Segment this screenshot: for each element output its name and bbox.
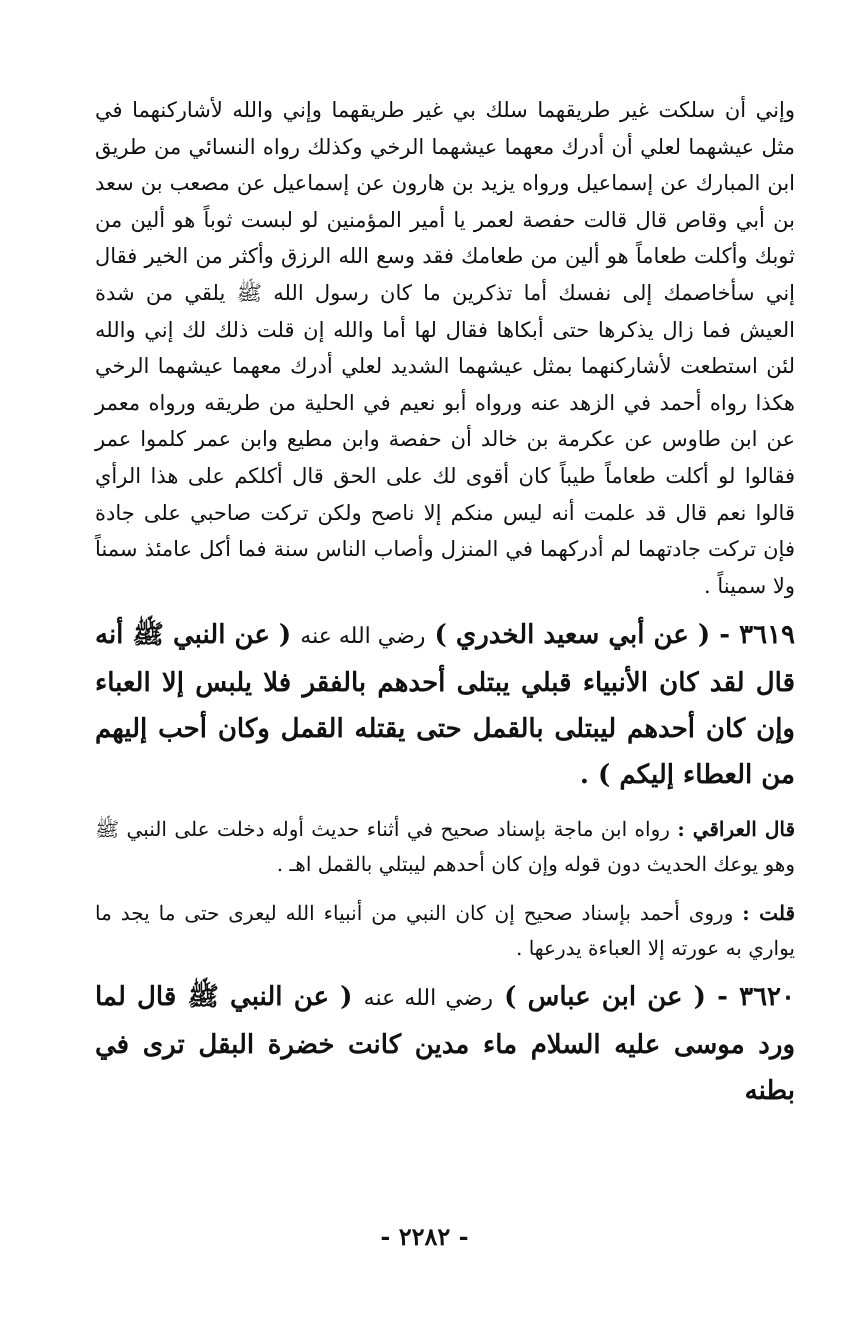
hadith-3620-narrator-note: رضي الله عنه <box>363 986 493 1012</box>
note-qultu <box>95 896 795 966</box>
page-number: - ٢٢٨٢ - <box>380 1222 469 1251</box>
intro-paragraph <box>95 92 795 604</box>
hadith-3620-body: ( عن النبي ﷺ قال لما ورد موسى عليه السلام ماء مدين كانت خضرة البقل ترى في بطنه <box>95 982 795 1107</box>
hadith-3619-body: ( عن النبي ﷺ أنه قال لقد كان الأنبياء قبلي يبتلى أحدهم بالفقر فلا يلبس إلا العباء وإن كان أحدهم ليبتلى بالقمل حتى يقتله القمل وكان أحب إليهم من العطاء إليكم ) . <box>95 620 795 791</box>
hadith-3620 <box>95 974 795 1114</box>
hadith-3619-narrator-note: رضي الله عنه <box>300 624 426 650</box>
note-iraqi <box>95 812 795 882</box>
hadith-3619 <box>95 612 795 798</box>
note-qultu-text: وروى أحمد بإسناد صحيح إن كان النبي من أنبياء الله ليعرى حتى ما يجد ما يواري به عورته إلا العباءة يدرعها . <box>95 901 795 961</box>
page-content <box>95 92 795 1114</box>
hadith-3619-head: ٣٦١٩ - ( عن أبي سعيد الخدري ) <box>434 620 795 651</box>
note-qultu-lead: قلت : <box>742 901 796 926</box>
hadith-3620-head: ٣٦٢٠ - ( عن ابن عباس ) <box>504 982 795 1013</box>
note-iraqi-text: رواه ابن ماجة بإسناد صحيح في أثناء حديث أوله دخلت على النبي ﷺ وهو يوعك الحديث دون قوله وإن كان أحدهم ليبتلي بالقمل اهـ . <box>95 817 795 877</box>
intro-text: وإني أن سلكت غير طريقهما سلك بي غير طريقهما وإني والله لأشاركنهما في مثل عيشهما لعلي أن أدرك معهما عيشهما الرخي وكذلك رواه النسائي من طريق ابن المبارك عن إسماعيل ورواه يزيد بن هارون عن إسماعيل عن مصعب بن سعد بن أبي وقاص قال قالت حفصة لعمر يا أمير المؤمنين لو لبست ثوباً هو ألين من ثوبك وأكلت طعاماً هو ألين من طعامك فقد وسع الله الرزق وأكثر من الخير فقال إني سأخاصمك إلى نفسك أما تذكرين ما كان رسول الله ﷺ يلقي من شدة العيش فما زال يذكرها حتى أبكاها فقال لها أما والله إن قلت ذلك لك إني والله لئن استطعت لأشاركنهما بمثل عيشهما الشديد لعلي أدرك معهما عيشهما الرخي هكذا رواه أحمد في الزهد عنه ورواه أبو نعيم في الحلية من طريقه ورواه معمر عن ابن طاوس عن عكرمة بن خالد أن حفصة وابن مطيع وابن عمر كلموا عمر فقالوا لو أكلت طعاماً طيباً كان أقوى لك على الحق قال أكلكم على هذا الرأي قالوا نعم قال قد علمت أنه ليس منكم إلا ناصح ولكن تركت صاحبي على جادة فإن تركت جادتهما لم أدركهما في المنزل وأصاب الناس سنة فما أكل عامئذ سمناً ولا سميناً . <box>95 98 795 598</box>
note-iraqi-lead: قال العراقي : <box>677 817 796 842</box>
